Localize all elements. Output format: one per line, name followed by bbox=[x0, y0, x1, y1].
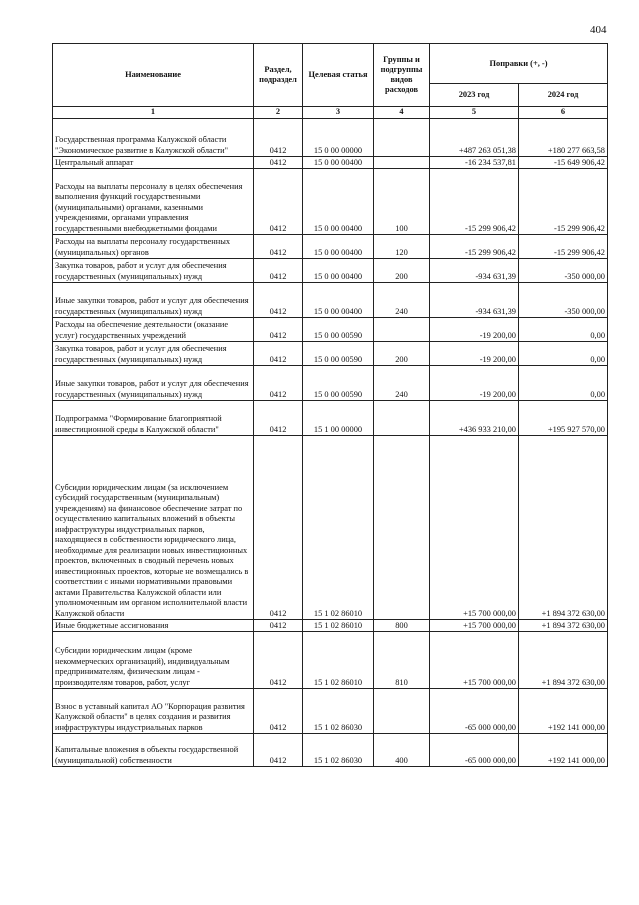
table-row bbox=[53, 342, 608, 366]
row-target: 15 0 00 00590 bbox=[303, 318, 374, 342]
row-target: 15 0 00 00590 bbox=[303, 342, 374, 366]
row-target: 15 1 02 86010 bbox=[303, 436, 374, 620]
row-name: Центральный аппарат bbox=[53, 157, 254, 169]
column-number: 6 bbox=[519, 107, 608, 119]
row-value-2023: -19 200,00 bbox=[430, 342, 519, 366]
row-value-2024: +1 894 372 630,00 bbox=[519, 436, 608, 620]
row-group bbox=[374, 436, 430, 620]
row-value-2024: +1 894 372 630,00 bbox=[519, 620, 608, 632]
page-number: 404 bbox=[590, 24, 607, 36]
row-target: 15 0 00 00400 bbox=[303, 169, 374, 235]
row-target: 15 0 00 00590 bbox=[303, 366, 374, 401]
row-group bbox=[374, 401, 430, 436]
row-value-2024: -15 299 906,42 bbox=[519, 169, 608, 235]
table-row bbox=[53, 689, 608, 734]
row-group bbox=[374, 157, 430, 169]
table-row bbox=[53, 632, 608, 689]
row-group bbox=[374, 318, 430, 342]
row-section: 0412 bbox=[254, 169, 303, 235]
table-row bbox=[53, 318, 608, 342]
row-name: Расходы на выплаты персоналу государственных (муниципальных) органов bbox=[53, 235, 254, 259]
table-row bbox=[53, 620, 608, 632]
row-value-2024: 0,00 bbox=[519, 342, 608, 366]
table-row bbox=[53, 259, 608, 283]
row-name: Иные закупки товаров, работ и услуг для обеспечения государственных (муниципальных) нужд bbox=[53, 366, 254, 401]
row-value-2024: 0,00 bbox=[519, 366, 608, 401]
budget-amendments-table bbox=[52, 43, 608, 767]
header-name: Наименование bbox=[53, 44, 254, 107]
header-target: Целевая статья bbox=[303, 44, 374, 107]
row-value-2023: -19 200,00 bbox=[430, 318, 519, 342]
row-section: 0412 bbox=[254, 259, 303, 283]
row-section: 0412 bbox=[254, 157, 303, 169]
row-name: Взнос в уставный капитал АО "Корпорация развития Калужской области" в целях создания и развития инфраструктуры индустриальных парков bbox=[53, 689, 254, 734]
header-amendments: Поправки (+, -) bbox=[430, 44, 608, 84]
row-name: Закупка товаров, работ и услуг для обеспечения государственных (муниципальных) нужд bbox=[53, 259, 254, 283]
row-group: 810 bbox=[374, 632, 430, 689]
row-section: 0412 bbox=[254, 366, 303, 401]
row-section: 0412 bbox=[254, 283, 303, 318]
row-group bbox=[374, 689, 430, 734]
row-group: 100 bbox=[374, 169, 430, 235]
row-target: 15 1 02 86010 bbox=[303, 620, 374, 632]
row-value-2023: +15 700 000,00 bbox=[430, 632, 519, 689]
row-group: 240 bbox=[374, 366, 430, 401]
row-group: 240 bbox=[374, 283, 430, 318]
row-section: 0412 bbox=[254, 620, 303, 632]
row-value-2024: +1 894 372 630,00 bbox=[519, 632, 608, 689]
row-value-2023: +15 700 000,00 bbox=[430, 620, 519, 632]
row-section: 0412 bbox=[254, 436, 303, 620]
row-value-2024: +180 277 663,58 bbox=[519, 119, 608, 157]
column-number: 3 bbox=[303, 107, 374, 119]
header-year-2024: 2024 год bbox=[519, 84, 608, 107]
table-row bbox=[53, 734, 608, 767]
row-target: 15 1 00 00000 bbox=[303, 401, 374, 436]
row-section: 0412 bbox=[254, 401, 303, 436]
row-group bbox=[374, 119, 430, 157]
row-value-2023: -934 631,39 bbox=[430, 283, 519, 318]
row-value-2024: -350 000,00 bbox=[519, 259, 608, 283]
row-name: Иные закупки товаров, работ и услуг для обеспечения государственных (муниципальных) нужд bbox=[53, 283, 254, 318]
row-value-2023: +15 700 000,00 bbox=[430, 436, 519, 620]
row-name: Расходы на выплаты персоналу в целях обеспечения выполнения функций государственными (муниципальными) органами, казенными учреждениями, органами управления государственными внебюджетными фондами bbox=[53, 169, 254, 235]
column-number: 2 bbox=[254, 107, 303, 119]
table-row bbox=[53, 235, 608, 259]
row-target: 15 0 00 00000 bbox=[303, 119, 374, 157]
row-value-2024: +195 927 570,00 bbox=[519, 401, 608, 436]
column-numbers-row bbox=[53, 107, 608, 119]
row-group: 120 bbox=[374, 235, 430, 259]
row-name: Иные бюджетные ассигнования bbox=[53, 620, 254, 632]
row-value-2023: +436 933 210,00 bbox=[430, 401, 519, 436]
row-section: 0412 bbox=[254, 318, 303, 342]
row-target: 15 0 00 00400 bbox=[303, 283, 374, 318]
row-value-2023: -15 299 906,42 bbox=[430, 235, 519, 259]
row-name: Государственная программа Калужской области "Экономическое развитие в Калужской области" bbox=[53, 119, 254, 157]
row-target: 15 1 02 86030 bbox=[303, 689, 374, 734]
row-target: 15 1 02 86010 bbox=[303, 632, 374, 689]
row-group: 800 bbox=[374, 620, 430, 632]
table-row bbox=[53, 366, 608, 401]
row-target: 15 0 00 00400 bbox=[303, 235, 374, 259]
row-name: Расходы на обеспечение деятельности (оказание услуг) государственных учреждений bbox=[53, 318, 254, 342]
row-name: Капитальные вложения в объекты государственной (муниципальной) собственности bbox=[53, 734, 254, 767]
header-section: Раздел, подраздел bbox=[254, 44, 303, 107]
row-group: 200 bbox=[374, 259, 430, 283]
row-value-2023: -19 200,00 bbox=[430, 366, 519, 401]
row-target: 15 1 02 86030 bbox=[303, 734, 374, 767]
row-section: 0412 bbox=[254, 632, 303, 689]
row-section: 0412 bbox=[254, 342, 303, 366]
row-value-2023: -16 234 537,81 bbox=[430, 157, 519, 169]
table-row bbox=[53, 436, 608, 620]
row-value-2024: -15 649 906,42 bbox=[519, 157, 608, 169]
row-section: 0412 bbox=[254, 734, 303, 767]
row-target: 15 0 00 00400 bbox=[303, 157, 374, 169]
row-name: Подпрограмма "Формирование благоприятной инвестиционной среды в Калужской области" bbox=[53, 401, 254, 436]
row-value-2023: +487 263 051,38 bbox=[430, 119, 519, 157]
row-value-2024: +192 141 000,00 bbox=[519, 689, 608, 734]
column-number: 4 bbox=[374, 107, 430, 119]
row-value-2023: -15 299 906,42 bbox=[430, 169, 519, 235]
table-row bbox=[53, 157, 608, 169]
row-value-2024: 0,00 bbox=[519, 318, 608, 342]
row-section: 0412 bbox=[254, 689, 303, 734]
column-number: 5 bbox=[430, 107, 519, 119]
row-value-2024: -350 000,00 bbox=[519, 283, 608, 318]
table-row bbox=[53, 401, 608, 436]
header-year-2023: 2023 год bbox=[430, 84, 519, 107]
row-value-2024: +192 141 000,00 bbox=[519, 734, 608, 767]
row-group: 200 bbox=[374, 342, 430, 366]
row-value-2023: -65 000 000,00 bbox=[430, 689, 519, 734]
row-value-2023: -934 631,39 bbox=[430, 259, 519, 283]
table-row bbox=[53, 119, 608, 157]
row-target: 15 0 00 00400 bbox=[303, 259, 374, 283]
table-row bbox=[53, 283, 608, 318]
header-group: Группы и подгруппы видов расходов bbox=[374, 44, 430, 107]
table-row bbox=[53, 169, 608, 235]
row-value-2024: -15 299 906,42 bbox=[519, 235, 608, 259]
row-section: 0412 bbox=[254, 119, 303, 157]
row-section: 0412 bbox=[254, 235, 303, 259]
row-group: 400 bbox=[374, 734, 430, 767]
row-value-2023: -65 000 000,00 bbox=[430, 734, 519, 767]
row-name: Субсидии юридическим лицам (кроме некоммерческих организаций), индивидуальным предпринимателям, физическим лицам - производителям товаров, работ, услуг bbox=[53, 632, 254, 689]
row-name: Субсидии юридическим лицам (за исключением субсидий государственным (муниципальным) учреждениям) на финансовое обеспечение затрат по осуществлению капитальных вложений в объекты инфраструктуры индустриальных парков, находящиеся в собственности юридического лица, необходимые для реализации новых инвестиционных проектов, включенных в сводный перечень новых инвестиционных проектов, которые не возмещались в соответствии с иными нормативными правовыми актами Правительства Калужской области или уполномоченным им органом исполнительной власти Калужской области bbox=[53, 436, 254, 620]
column-number: 1 bbox=[53, 107, 254, 119]
row-name: Закупка товаров, работ и услуг для обеспечения государственных (муниципальных) нужд bbox=[53, 342, 254, 366]
